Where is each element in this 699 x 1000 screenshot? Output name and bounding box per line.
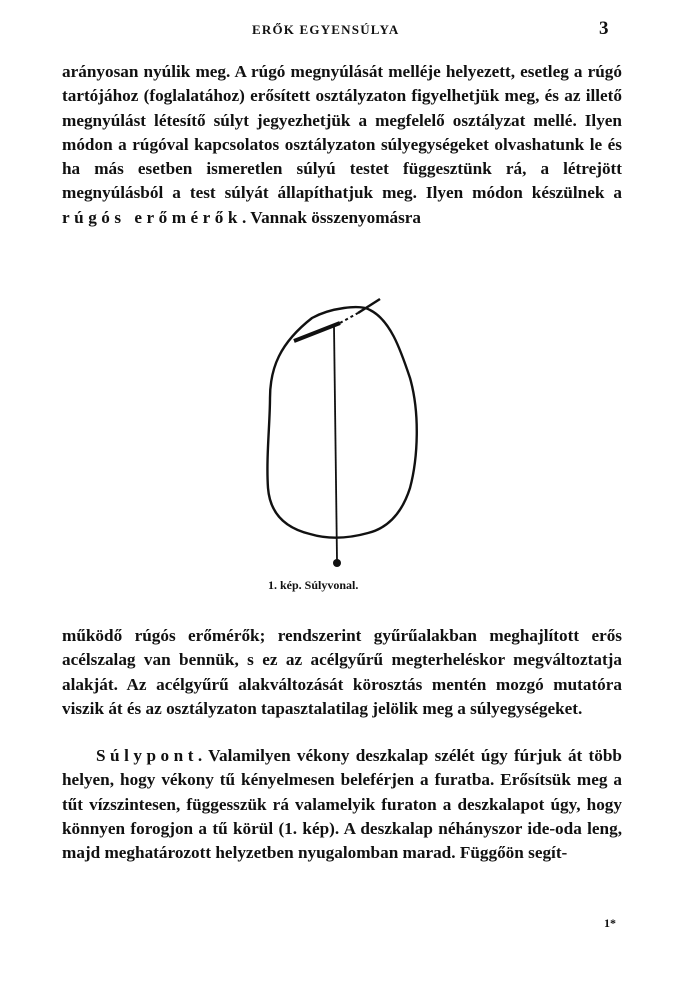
- plumb-line: [334, 326, 337, 560]
- running-title: ERŐK EGYENSÚLYA: [252, 22, 400, 37]
- plumb-line-illustration: [250, 288, 450, 578]
- signature-mark: 1*: [604, 916, 616, 930]
- paragraph-3-text: . Valamilyen vékony deszkalap szélét úgy fúrjuk át több helyen, hogy vékony tű kényelmesen beleférjen a furatba. Erősítsük meg a tűt vízszintesen, függesszük rá valamelyik furaton a deszkalapot úgy, hogy könnyen forogjon a tű körül (1. kép). A deszkalap néhányszor ide-oda leng, majd meghatározott helyzetben nyugalomban marad. Függőön segít-: [62, 746, 622, 863]
- paragraph-1: [62, 60, 622, 230]
- figure-caption: 1. kép. Súlyvonal.: [268, 578, 359, 592]
- page-number: 3: [599, 18, 609, 39]
- paragraph-1-text-a: arányosan nyúlik meg. A rúgó megnyúlását melléje helyezett, esetleg a rúgó tartójához (foglalatához) erősített osztályzaton figyelhetjük meg, és az illető megnyúlást létesítő súlyt jegyezhetjük a megfelelő osztályzat mellé. Ilyen módon a rúgóval kapcsolatos osztályzaton súlyegységeket olvashatunk le és ha más esetben ismeretlen súlyú testet függesztünk rá, a létrejött megnyúlásból a test súlyát állapíthatjuk meg. Ilyen módon készülnek a: [62, 62, 622, 203]
- plumb-bob: [333, 559, 341, 567]
- paragraph-1-spaced-term: rúgós erőmérők: [62, 207, 242, 227]
- board-outline: [267, 307, 416, 538]
- running-head: [0, 18, 699, 48]
- paragraph-3-spaced-term: Súlypont: [96, 746, 198, 765]
- paragraph-2: működő rúgós erőmérők; rendszerint gyűrűalakban meghajlított erős acélszalag van bennük, s ez az acélgyűrű megterheléskor megváltoztatja alakját. Az acélgyűrű alakváltozását körosztás mentén mozgó mutatóra viszik át és az osztályzaton tapasztalatilag jelölik meg a súlyegységeket.: [62, 626, 622, 718]
- needle-dashed: [340, 313, 358, 323]
- needle-tip: [358, 299, 380, 313]
- paragraph-1-text-b: . Vannak összenyomásra: [241, 207, 422, 227]
- figure-plumb-line: [250, 288, 450, 578]
- paragraph-3: [62, 744, 622, 865]
- needle: [294, 323, 340, 341]
